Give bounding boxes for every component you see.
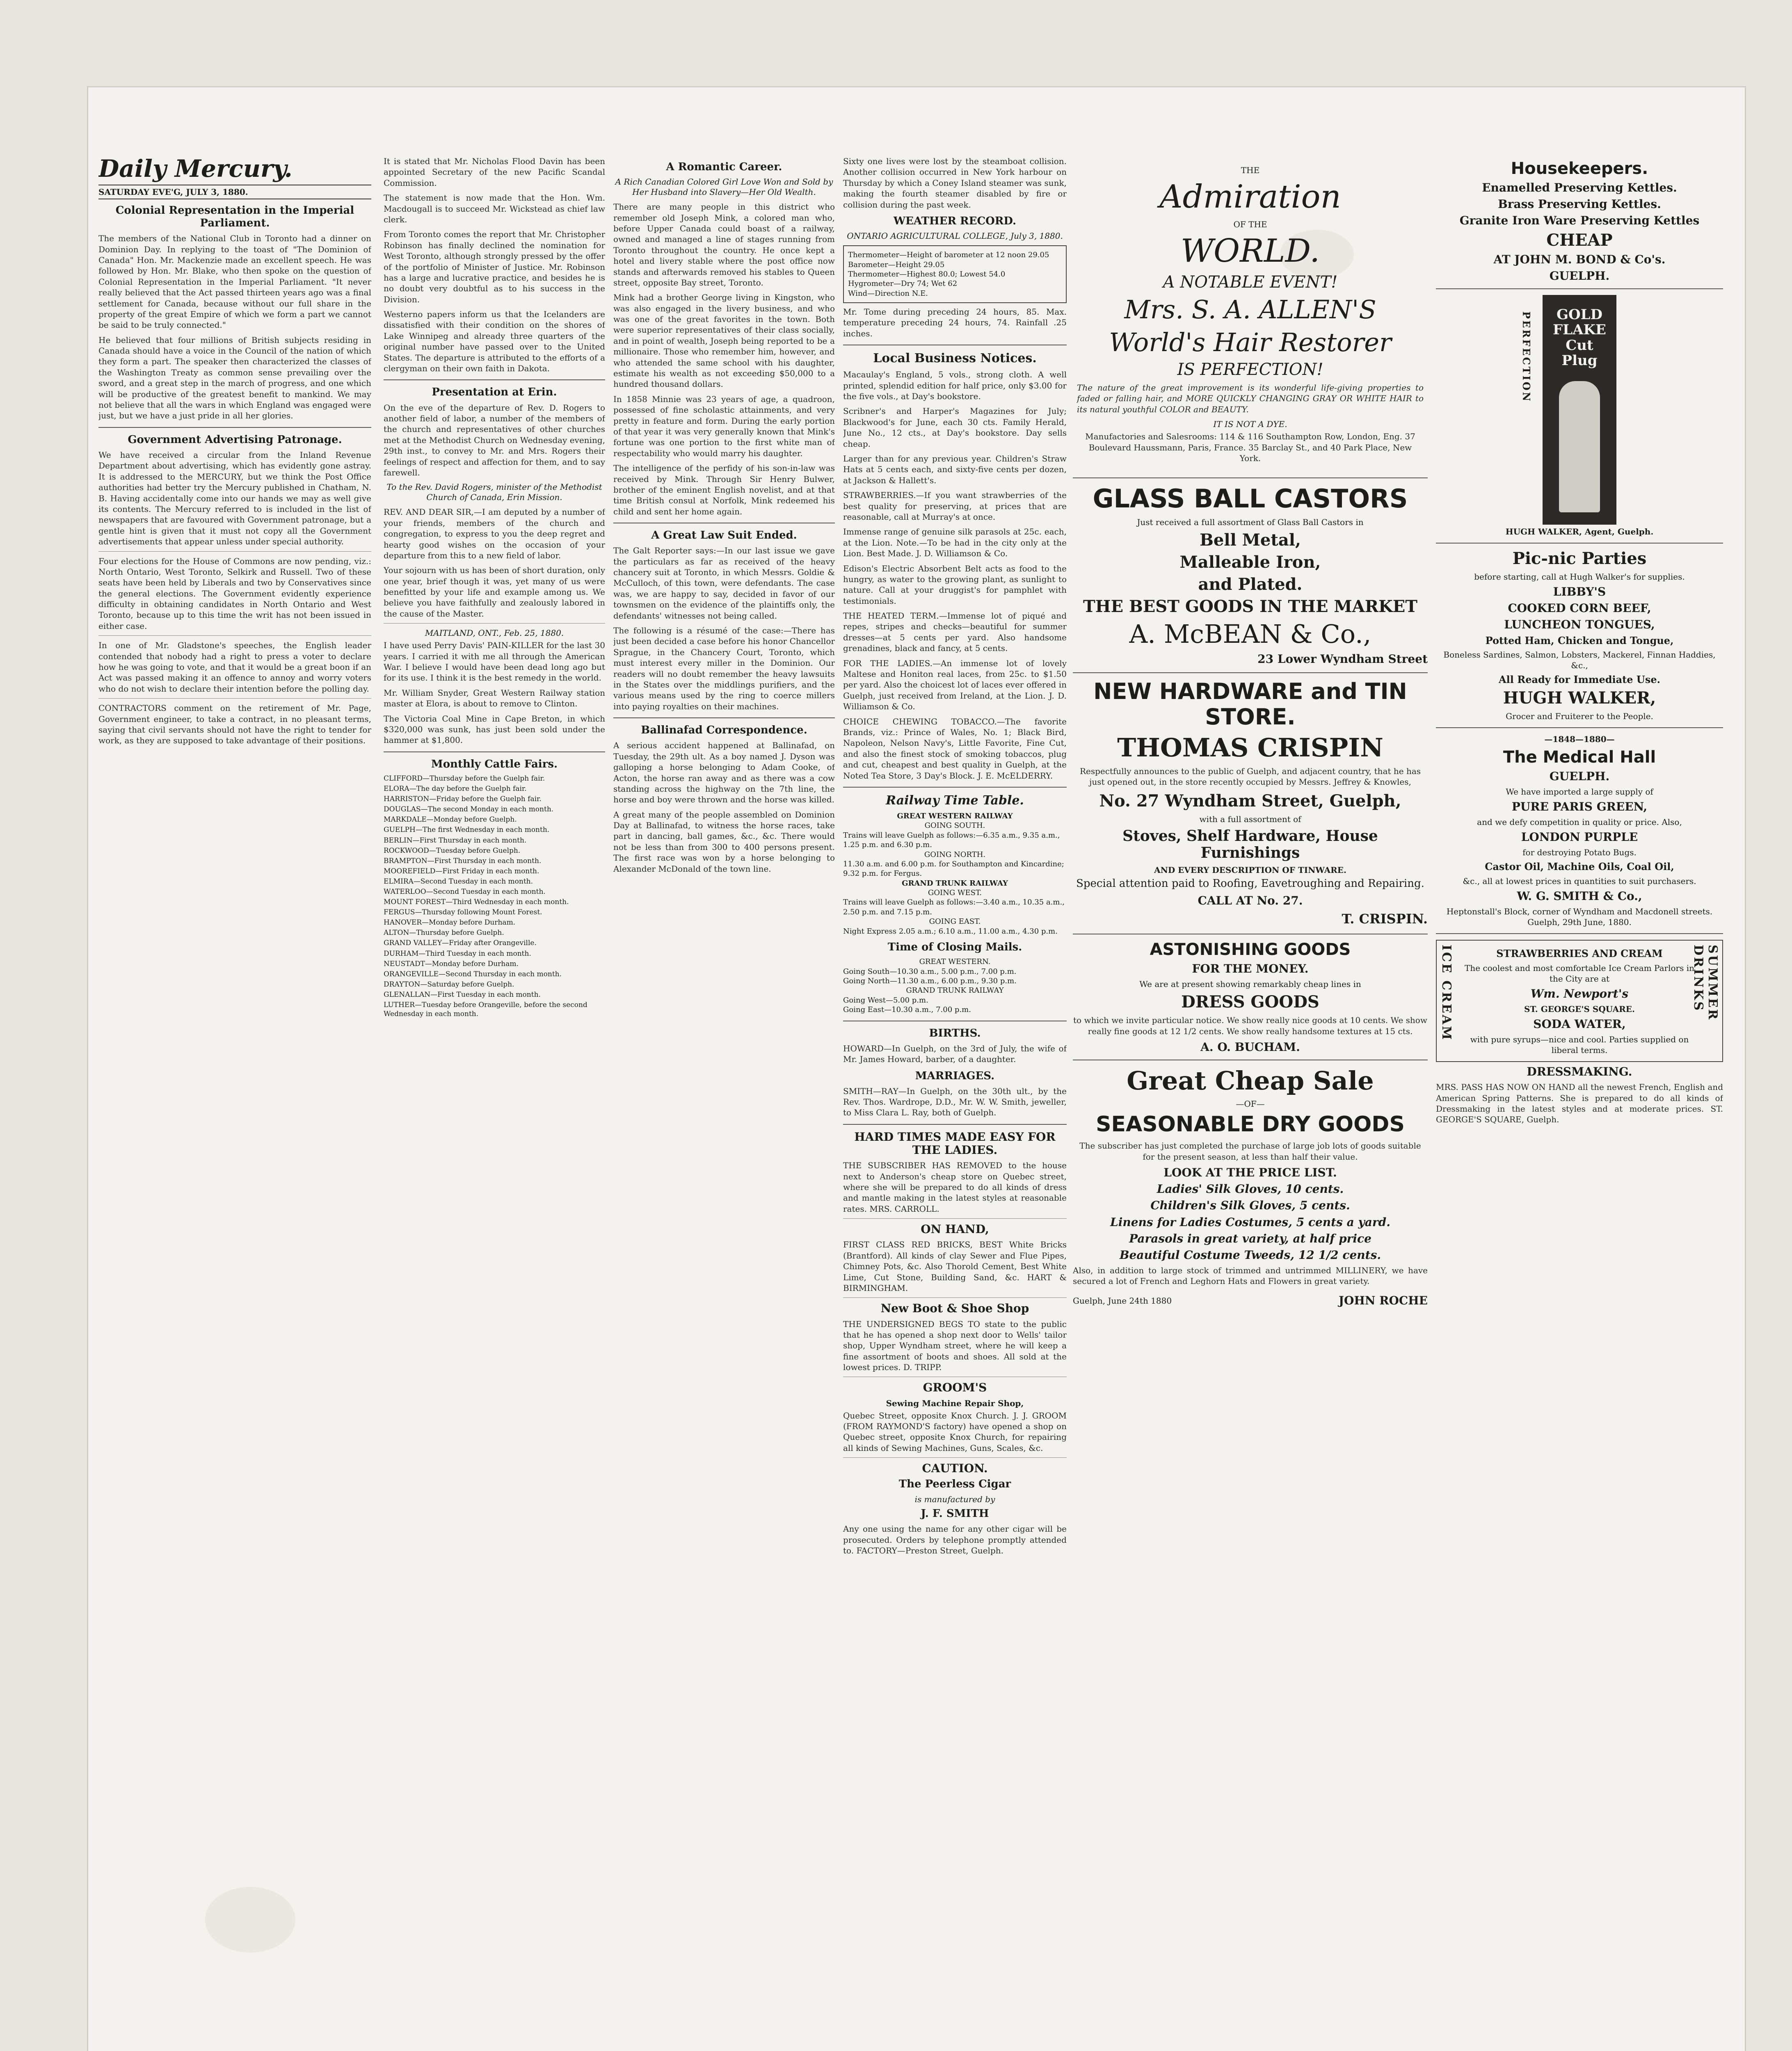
ad-signature: HUGH WALKER, Agent, Guelph. <box>1505 526 1654 537</box>
list-item: ELMIRA—Second Tuesday in each month. <box>384 877 533 886</box>
divider <box>1436 727 1723 728</box>
notice: Larger than for any previous year. Children's Straw Hats at 5 cents each, and sixty-five cents per dozen, at Jackson & Hallett's. <box>843 454 1067 485</box>
article-paragraph: The Victoria Coal Mine in Cape Breton, in which $320,000 was sunk, has just been sold under the hammer at $1,800. <box>384 713 605 745</box>
tobacco-side-label: PERFECTION <box>1520 311 1532 403</box>
divider <box>843 787 1067 788</box>
table-row: GOING WEST. <box>928 888 982 898</box>
ad-heading: Pic-nic Parties <box>1512 548 1647 568</box>
table-row: GOING SOUTH. <box>924 821 985 830</box>
column-6 <box>1436 156 1723 2051</box>
table-row: Going East—10.30 a.m., 7.00 p.m. <box>843 1005 971 1014</box>
notice: Immense range of genuine silk parasols at 25c. each, at the Lion. Note.—To be had in the city only at the Lion. Best Made. J. D. Williamson & Co. <box>843 527 1067 559</box>
article-heading: Ballinafad Correspondence. <box>641 724 807 737</box>
article-heading: Colonial Representation in the Imperial Parliament. <box>115 204 354 229</box>
price-item: Ladies' Silk Gloves, 10 cents. <box>1157 1182 1344 1196</box>
ad-date: Guelph, June 24th 1880 <box>1073 1295 1172 1306</box>
ad-heading: Housekeepers. <box>1511 159 1648 178</box>
ad-heading: Mrs. S. A. ALLEN'S <box>1124 295 1376 325</box>
notice: CHOICE CHEWING TOBACCO.—The favorite Brands, viz.: Prince of Wales, No. 1; Black Bird, Napoleon, Nelson Navy's, Little Favorite, Fine Cut, and also the finest stock of smoking tobaccos, plug and cut, cheapest and best quality in Guelph, at the Noted Tea Store, 3 Day's Block. J. E. McELDERRY. <box>843 716 1067 781</box>
ad-heading: SEASONABLE DRY GOODS <box>1096 1112 1405 1137</box>
column-1 <box>98 156 371 2051</box>
ad-subheading: The Peerless Cigar <box>898 1478 1011 1491</box>
ad-line: is manufactured by <box>914 1494 995 1505</box>
article-paragraph: The Galt Reporter says:—In our last issue we gave the particulars as far as received of the heavy chancery suit at Toronto, in which Messrs. Goldie & McCulloch, of this town, were defendants. The case was, we are happy to say, decided in favor of our townsmen on the evidence of the plaintiffs only, the defendants' witnesses not being called. <box>613 546 835 621</box>
ad-address: No. 27 Wyndham Street, Guelph, <box>1099 791 1401 811</box>
ad-line: We have imported a large supply of <box>1506 786 1653 797</box>
dateline: SATURDAY EVE'G, JULY 3, 1880. <box>98 185 371 199</box>
ad-line: AND EVERY DESCRIPTION OF TINWARE. <box>1154 865 1346 875</box>
article-heading: Monthly Cattle Fairs. <box>431 758 558 770</box>
ad-firm: HUGH WALKER, <box>1503 688 1656 708</box>
article-heading: A Great Law Suit Ended. <box>651 529 797 542</box>
list-item: MARKDALE—Monday before Guelph. <box>384 815 517 824</box>
ad-firm: AT JOHN M. BOND & Co's. <box>1493 252 1666 266</box>
ad-firm: THOMAS CRISPIN <box>1117 733 1383 763</box>
ad-heading: The Medical Hall <box>1503 747 1656 767</box>
article-paragraph: The intelligence of the perfidy of his son-in-law was received by Mink. Through Sir Henry Bulwer, brother of the eminent English novelist, and at that time British consul at Norfolk, Mink redeemed his child and sent her home again. <box>613 463 835 516</box>
ad-heading: ON HAND, <box>921 1222 989 1236</box>
price-item: Parasols in great variety, at half price <box>1129 1231 1371 1245</box>
article-paragraph: There are many people in this district who remember old Joseph Mink, a colored man who, before Upper Canada could boast of a railway, owned and managed a line of stages running from Toronto throughout the country. He once kept a hotel and livery stable where the post office now stands and afterwards removed his stables to Queen street, opposite Bay street, Toronto. <box>613 202 835 288</box>
ad-line: THE <box>1241 165 1260 175</box>
ad-side-label: ICE CREAM <box>1439 945 1454 1041</box>
ad-item: LONDON PURPLE <box>1521 830 1638 844</box>
price-item: Children's Silk Gloves, 5 cents. <box>1150 1199 1350 1213</box>
ad-heading: GLASS BALL CASTORS <box>1093 484 1408 514</box>
table-row: Thermometer—Highest 80.0; Lowest 54.0 <box>848 270 1006 279</box>
ad-line: IT IS NOT A DYE. <box>1213 419 1287 429</box>
article-paragraph: A serious accident happened at Ballinafad, on Tuesday, the 29th ult. As a boy named J. Dyson was galloping a horse belonging to Adam Cooke, of Acton, the horse ran away and as there was a cow standing across the highway on the 7th line, the horse and boy were thrown and the horse was killed. <box>613 740 835 805</box>
list-item: GUELPH—The first Wednesday in each month. <box>384 826 550 834</box>
ad-line: for destroying Potato Bugs. <box>1522 847 1637 858</box>
column-5 <box>1073 156 1428 2051</box>
ad-signature: A. O. BUCHAM. <box>1200 1040 1300 1054</box>
ad-body: THE SUBSCRIBER HAS REMOVED to the house next to Anderson's cheap store on Quebec street, where she will be prepared to do all kinds of dress and mantle making in the latest styles at reasonable rates. MRS. CARROLL. <box>843 1160 1067 1214</box>
ad-subheading: Sewing Machine Repair Shop, <box>886 1398 1024 1408</box>
article-paragraph: He believed that four millions of British subjects residing in Canada should have a voice in the Council of the nation of which they form a part. The speaker then characterized the classes of the Washington Treaty as common sense prevailing over the sword, and a great step in the march of progress, and one which will be productive of the greatest benefit to mankind. We may not believe that all the wars in which England was engaged were just, but we have a just pride in all her glories. <box>98 335 371 421</box>
ad-line: —OF— <box>1236 1099 1265 1109</box>
ad-signature: JOHN ROCHE <box>1338 1293 1428 1307</box>
divider <box>98 698 371 699</box>
masthead-title: Daily Mercury. <box>98 156 293 183</box>
ad-side-label: SUMMER DRINKS <box>1691 945 1720 1021</box>
ad-heading: ASTONISHING GOODS <box>1150 940 1351 959</box>
ad-heading: World's Hair Restorer <box>1109 327 1392 357</box>
article-paragraph: Your sojourn with us has been of short duration, only one year, brief though it was, yet many of us were benefitted by your life and example among us. We believe you have faithfully and zealously labored in the cause of the Master. <box>384 565 605 619</box>
list-item: CLIFFORD—Thursday before the Guelph fair. <box>384 774 545 783</box>
article-paragraph: The following is a résumé of the case:—There has just been decided a case before his honor Chancellor Sprague, in the Chancery Court, Toronto, which must interest every miller in the Dominion. Our readers will no doubt remember the heavy lawsuits in the States over the middlings purifiers, and the various means used by the ring to coerce millers into paying royalties on their machines. <box>613 626 835 711</box>
article-paragraph: It is stated that Mr. Nicholas Flood Davin has been appointed Secretary of the new Pacific Scandal Commission. <box>384 156 605 188</box>
list-item: HANOVER—Monday before Durham. <box>384 918 516 927</box>
ad-address: Heptonstall's Block, corner of Wyndham and Macdonell streets. Guelph, 29th June, 1880. <box>1446 907 1713 927</box>
table-row: Barometer—Height 29.05 <box>848 260 945 269</box>
divider <box>384 623 605 624</box>
list-item: ORANGEVILLE—Second Thursday in each month. <box>384 970 562 978</box>
hair-restorer-ad <box>1073 159 1428 472</box>
list-item: MOUNT FOREST—Third Wednesday in each month. <box>384 898 569 907</box>
ad-heading: LOOK AT THE PRICE LIST. <box>1163 1165 1337 1179</box>
address-heading: To the Rev. David Rogers, minister of the Methodist Church of Canada, Erin Mission. <box>386 482 602 502</box>
list-item: ROCKWOOD—Tuesday before Guelph. <box>384 846 521 855</box>
list-item: GLENALLAN—First Tuesday in each month. <box>384 990 541 999</box>
ad-heading: GROOM'S <box>923 1381 987 1395</box>
railway-table <box>843 811 1067 936</box>
article-paragraph: On the eve of the departure of Rev. D. Rogers to another field of labor, a number of the members of the church and representatives of other churches met at the Methodist Church on Wednesday evening, 29th inst., to convey to Mr. and Mrs. Rogers their feelings of respect and affection for them, and to say farewell. <box>384 402 605 477</box>
cattle-fairs-list <box>384 774 605 1019</box>
ad-heading: DRESSMAKING. <box>1527 1065 1632 1078</box>
ad-footer <box>1073 1291 1428 1311</box>
ad-line: CHEAP <box>1546 230 1613 250</box>
table-row: GRAND TRUNK RAILWAY <box>902 879 1008 888</box>
ad-heading: Admiration <box>1159 178 1341 215</box>
column-3 <box>613 156 835 2051</box>
weather-heading: WEATHER RECORD. <box>893 215 1017 227</box>
ad-item: Malleable Iron, <box>1179 552 1321 572</box>
ad-line: Grocer and Fruiterer to the People. <box>1506 711 1653 721</box>
notice: FOR THE LADIES.—An immense lot of lovely Maltese and Honiton real laces, from 25c. to $1.50 per yard. Also the choicest lot of laces ever offered in Guelph, just received from Ireland, at the Lion. J. D. Williamson & Co. <box>843 658 1067 712</box>
article-paragraph: CONTRACTORS comment on the retirement of Mr. Page, Government engineer, to take a contract, in no pleasant terms, saying that civil servants should not have the right to tender for work, as they are supposed to take advantage of their positions. <box>98 703 371 746</box>
table-row: Trains will leave Guelph as follows:—3.40 a.m., 10.35 a.m., 2.50 p.m. and 7.15 p.m. <box>843 898 1065 916</box>
article-paragraph: We have received a circular from the Inland Revenue Department about advertising, which has evidently gone astray. It is addressed to the MERCURY, but we think the Post Office authorities had better try the Mercury published in Chatham, N. B. Having accidentally come into our hands we may as well give its contents. The Mercury referred to is included in the list of newspapers that are favoured with Government patronage, but a gentle hint is given that it must not copy all the Government advertisements that appear unless under special authority. <box>98 450 371 547</box>
tobacco-ad-illustration <box>1520 295 1616 525</box>
weather-source: ONTARIO AGRICULTURAL COLLEGE, July 3, 1880. <box>847 231 1063 241</box>
ad-heading: CAUTION. <box>922 1462 988 1475</box>
ad-heading: THE BEST GOODS IN THE MARKET <box>1083 596 1417 616</box>
dateline: MAITLAND, ONT., Feb. 25, 1880. <box>425 628 564 638</box>
article-paragraph: The statement is now made that the Hon. Wm. Macdougall is to succeed Mr. Wickstead as chief law clerk. <box>384 193 605 224</box>
ad-item: COOKED CORN BEEF, <box>1508 601 1651 615</box>
ad-heading: NEW HARDWARE and TIN STORE. <box>1093 678 1407 730</box>
ad-body: FIRST CLASS RED BRICKS, BEST White Bricks (Brantford). All kinds of clay Sewer and Flue Pipes, Chimney Pots, &c. Also Thorold Cement, Best White Lime, Cut Stone, Building Sand, &c. HART & BIRMINGHAM. <box>843 1240 1067 1293</box>
ad-item: All Ready for Immediate Use. <box>1499 674 1660 686</box>
ad-line: Just received a full assortment of Glass Ball Castors in <box>1137 517 1364 527</box>
ad-item: Brass Preserving Kettles. <box>1498 197 1661 211</box>
ad-subheading: J. F. SMITH <box>921 1507 989 1520</box>
article-paragraph: REV. AND DEAR SIR,—I am deputed by a number of your friends, members of the church and congregation, to express to you the deep regret and hearty good wishes on the occasion of your departure from this to a new field of labor. <box>384 507 605 560</box>
ad-item: LUNCHEON TONGUES, <box>1504 618 1655 632</box>
divider <box>1436 288 1723 289</box>
ad-item: PURE PARIS GREEN, <box>1511 799 1648 813</box>
list-item: NEUSTADT—Monday before Durham. <box>384 959 519 968</box>
ad-item: LIBBY'S <box>1553 585 1606 598</box>
table-row: Going South—10.30 a.m., 5.00 p.m., 7.00 p.m. <box>843 967 1017 976</box>
births-heading: BIRTHS. <box>929 1027 981 1039</box>
ad-heading: IS PERFECTION! <box>1177 360 1323 379</box>
column-4 <box>843 156 1067 2051</box>
mails-table <box>843 957 1067 1014</box>
article-paragraph: Four elections for the House of Commons are now pending, viz.: North Ontario, West Toronto, Selkirk and Russell. Two of these seats have been held by Liberals and two by Conservatives since the general elections. The Government evidently experience difficulty in obtaining candidates in North Ontario and West Toronto, because up to this time the writ has not been issued in either case. <box>98 556 371 631</box>
divider <box>1073 477 1428 478</box>
divider <box>384 751 605 752</box>
table-row: Thermometer—Height of barometer at 12 noon 29.05 <box>848 251 1049 260</box>
article-paragraph: In one of Mr. Gladstone's speeches, the English leader contended that nobody had a right to press a voter to declare how he was going to vote, and that it would be a great boon if an Act was passed making it an offence to annoy and worry voters who do not wish to declare their intention before the polling day. <box>98 640 371 694</box>
table-row: GREAT WESTERN RAILWAY <box>897 811 1013 820</box>
divider <box>843 1124 1067 1125</box>
article-paragraph: I have used Perry Davis' PAIN-KILLER for the last 30 years. I carried it with me all through the American War. I believe I would have been dead long ago but for its use. I think it is the best remedy in the world. <box>384 640 605 683</box>
list-item: DURHAM—Third Tuesday in each month. <box>384 949 531 958</box>
mails-heading: Time of Closing Mails. <box>887 941 1022 954</box>
ad-body: MRS. PASS HAS NOW ON HAND all the newest French, English and American Spring Patterns. She is prepared to do all kinds of Dressmaking in the latest styles and at moderate prices. ST. GEORGE'S SQUARE, Guelph. <box>1436 1082 1723 1125</box>
divider <box>843 1218 1067 1219</box>
ad-body: Also, in addition to large stock of trimmed and untrimmed MILLINERY, we have secured a lot of French and Leghorn Hats and Flowers in great variety. <box>1073 1265 1428 1286</box>
divider <box>843 1457 1067 1458</box>
divider <box>843 1297 1067 1298</box>
railway-heading: Railway Time Table. <box>886 793 1024 808</box>
ad-line: We are at present showing remarkably cheap lines in <box>1139 979 1361 989</box>
ad-body: The nature of the great improvement is its wonderful life-giving properties to faded or falling hair, and MORE QUICKLY CHANGING GRAY OR WHITE HAIR to its natural youthful COLOR and BEAUTY. <box>1077 382 1424 414</box>
ad-body: Any one using the name for any other cigar will be prosecuted. Orders by telephone promptly attended to. FACTORY—Preston Street, Guelph. <box>843 1524 1067 1555</box>
ad-body: Respectfully announces to the public of Guelph, and adjacent country, that he has just opened out, in the store recently occupied by Messrs. Jeffrey & Knowles, <box>1079 766 1421 787</box>
divider <box>98 551 371 552</box>
ad-item: Boneless Sardines, Salmon, Lobsters, Mackerel, Finnan Haddies, &c., <box>1443 650 1716 671</box>
article-paragraph: From Toronto comes the report that Mr. Christopher Robinson has finally declined the nomination for West Toronto, although strongly pressed by the offer of the portfolio of Minister of Justice. Mr. Robinson has a large and lucrative practice, and besides he is no doubt very doubtful as to his success in the Division. <box>384 229 605 304</box>
ad-item: Bell Metal, <box>1200 530 1301 550</box>
marriages-entry: SMITH—RAY—In Guelph, on the 30th ult., by the Rev. Thos. Wardrope, D.D., Mr. W. W. Smith, jeweller, to Miss Clara L. Ray, both of Guelph. <box>843 1086 1067 1118</box>
notice: STRAWBERRIES.—If you want strawberries of the best quality for preserving, at prices that are reasonable, call at Murray's at once. <box>843 490 1067 522</box>
divider <box>613 717 835 718</box>
article-heading: Government Advertising Patronage. <box>128 433 342 446</box>
ad-firm: A. McBEAN & Co., <box>1129 619 1371 649</box>
ad-heading: HARD TIMES MADE EASY FOR THE LADIES. <box>854 1130 1056 1157</box>
ad-firm: W. G. SMITH & Co., <box>1517 889 1642 903</box>
article-paragraph: A great many of the people assembled on Dominion Day at Ballinafad, to witness the horse races, take part in dancing, ball games, &c., &c. There would not be less than from 300 to 400 persons present. The first race was won by a horse belonging to Alexander McDonald of the town line. <box>613 809 835 874</box>
ad-body: Manufactories and Salesrooms: 114 & 116 Southampton Row, London, Eng. 37 Boulevard Haussmann, Paris, France. 35 Barclay St., and 40 Park Place, New York. <box>1085 432 1415 463</box>
list-item: HARRISTON—Friday before the Guelph fair. <box>384 795 542 804</box>
ad-line: with pure syrups—nice and cool. Parties supplied on liberal terms. <box>1470 1035 1689 1055</box>
article-paragraph: Mr. William Snyder, Great Western Railway station master at Elora, is about to remove to Clinton. <box>384 687 605 709</box>
list-item: FERGUS—Thursday following Mount Forest. <box>384 908 542 917</box>
divider <box>1436 933 1723 934</box>
ad-town: GUELPH. <box>1549 269 1610 283</box>
ad-item: Potted Ham, Chicken and Tongue, <box>1485 634 1674 646</box>
article-paragraph: Sixty one lives were lost by the steamboat collision. Another collision occurred in New York harbour on Thursday by which a Coney Island steamer was sunk, making the fourth steamer disabled by fire or collision during the past week. <box>843 156 1067 210</box>
weather-table <box>843 245 1067 303</box>
article-paragraph: Mink had a brother George living in Kingston, who was also engaged in the livery business, and who was one of the great favorites in the town. Both were superior representatives of their class socially, and in point of wealth, Joseph being reported to be a millionaire. Those who remember him, however, and who attended the same school with his daughter, estimate his wealth as not exceeding $50,000 to a hundred thousand dollars. <box>613 292 835 389</box>
table-row: 11.30 a.m. and 6.00 p.m. for Southampton and Kincardine; 9.32 p.m. for Fergus. <box>843 859 1064 878</box>
ad-line: and we defy competition in quality or price. Also, <box>1477 817 1682 827</box>
ad-item: Enamelled Preserving Kettles. <box>1482 181 1677 194</box>
table-row: Night Express 2.05 a.m.; 6.10 a.m., 11.00 a.m., 4.30 p.m. <box>843 927 1058 936</box>
list-item: BERLIN—First Thursday in each month. <box>384 836 527 845</box>
ad-firm: Wm. Newport's <box>1530 987 1629 1000</box>
ad-line: CALL AT No. 27. <box>1198 894 1303 908</box>
list-item: BRAMPTON—First Thursday in each month. <box>384 856 542 865</box>
list-item: LUTHER—Tuesday before Orangeville, before the second Wednesday in each month. <box>384 1001 587 1019</box>
price-item: Linens for Ladies Costumes, 5 cents a yard. <box>1110 1215 1390 1229</box>
ad-item: and Plated. <box>1198 574 1303 594</box>
table-row: Hygrometer—Dry 74; Wet 62 <box>848 279 958 288</box>
article-paragraph: In 1858 Minnie was 23 years of age, a quadroon, possessed of fine scholastic attainments, and very pretty in feature and form. During the early portion of that year it was very generally known that Mink's fortune was one portion to the first white man of respectability who would marry his daughter. <box>613 394 835 458</box>
list-item: DRAYTON—Saturday before Guelph. <box>384 980 514 989</box>
divider <box>1073 672 1428 673</box>
article-subheading: A Rich Canadian Colored Girl Love Won and Sold by Her Husband into Slavery—Her Old Wealth. <box>615 177 833 197</box>
ad-heading: A NOTABLE EVENT! <box>1163 273 1338 292</box>
table-row: Trains will leave Guelph as follows:—6.35 a.m., 9.35 a.m., 1.25 p.m. and 6.30 p.m. <box>843 831 1060 850</box>
notice: Edison's Electric Absorbent Belt acts as food to the hungry, as water to the growing plant, as sunlight to nature. Call at your druggist's for pamphlet with testimonials. <box>843 563 1067 606</box>
divider <box>98 635 371 636</box>
ad-heading: Great Cheap Sale <box>1127 1066 1374 1096</box>
table-row: GOING EAST. <box>929 917 981 926</box>
ad-subheading: FOR THE MONEY. <box>1192 962 1309 975</box>
list-item: ELORA—The day before the Guelph fair. <box>384 785 527 793</box>
ad-item: Castor Oil, Machine Oils, Coal Oil, <box>1485 861 1674 873</box>
ad-line: Special attention paid to Roofing, Eavetroughing and Repairing. <box>1076 877 1424 890</box>
list-item: ALTON—Thursday before Guelph. <box>384 929 504 937</box>
list-item: WATERLOO—Second Tuesday in each month. <box>384 887 546 896</box>
notice: Macaulay's England, 5 vols., strong cloth. A well printed, splendid edition for half price, only $3.00 for the five vols., at Day's bookstore. <box>843 370 1067 402</box>
ad-address: 23 Lower Wyndham Street <box>1257 652 1428 666</box>
notice: THE HEATED TERM.—Immense lot of piqué and repes, stripes and checks—beautiful for summer dresses—at 5 cents per yard. Also handsome grenadines, black and fancy, at 5 cents. <box>843 611 1067 653</box>
list-item: MOOREFIELD—First Friday in each month. <box>384 867 539 875</box>
ad-line: ST. GEORGE'S SQUARE. <box>1524 1004 1635 1014</box>
ad-heading: New Boot & Shoe Shop <box>880 1302 1029 1316</box>
marriages-heading: MARRIAGES. <box>915 1069 995 1082</box>
ad-heading: DRESS GOODS <box>1181 992 1319 1012</box>
article-paragraph: Westerno papers inform us that the Icelanders are dissatisfied with their condition on the shores of Lake Winnipeg and already three quarters of the original number have passed over to the United States. The departure is attributed to the efforts of a clergyman on their own faith in Dakota. <box>384 309 605 374</box>
notice: Scribner's and Harper's Magazines for July; Blackwood's for June, each 30 cts. Family Herald, June No., 12 cts., at Day's bookstore. Day sells cheap. <box>843 406 1067 449</box>
ad-years: —1848—1880— <box>1544 734 1615 744</box>
price-item: Beautiful Costume Tweeds, 12 1/2 cents. <box>1119 1248 1381 1262</box>
table-row: GREAT WESTERN. <box>919 957 991 966</box>
ad-item: SODA WATER, <box>1533 1017 1626 1031</box>
article-heading: Presentation at Erin. <box>432 386 557 399</box>
divider <box>1436 543 1723 544</box>
ice-cream-ad <box>1436 940 1723 1062</box>
table-row: Going West—5.00 p.m. <box>843 996 928 1005</box>
column-2 <box>384 156 605 2051</box>
list-item: DOUGLAS—The second Monday in each month. <box>384 805 554 814</box>
ad-body: to which we invite particular notice. We show really nice goods at 10 cents. We show really fine goods at 12 1/2 cents. We show really handsome textures at 15 cts. <box>1073 1015 1427 1036</box>
ad-body: The subscriber has just completed the purchase of large job lots of goods suitable for the present season, at less than half their value. <box>1079 1141 1421 1162</box>
article-paragraph: The members of the National Club in Toronto had a dinner on Dominion Day. In replying to the toast of "The Dominion of Canada" Hon. Mr. Mackenzie made an excellent speech. He was followed by Hon. Mr. Blake, who then spoke on the question of Colonial Representation in the Imperial Parliament. "It never really believed that the Act passed thirteen years ago was a final settlement for Canada, because without our full share in the property of the great Empire of which we form a part we cannot be said to be truly connected." <box>98 233 371 330</box>
ad-item: Stoves, Shelf Hardware, House Furnishings <box>1122 827 1378 861</box>
ad-town: GUELPH. <box>1549 769 1610 783</box>
ad-heading: WORLD. <box>1180 232 1320 270</box>
table-row: GOING NORTH. <box>924 850 986 859</box>
table-row: Going North—11.30 a.m., 6.00 p.m., 9.30 p.m. <box>843 976 1017 985</box>
table-row: GRAND TRUNK RAILWAY <box>906 986 1004 995</box>
weather-note: Mr. Tome during preceding 24 hours, 85. Max. temperature preceding 24 hours, 74. Rainfall .25 inches. <box>843 307 1067 338</box>
ad-signature: T. CRISPIN. <box>1342 911 1428 927</box>
list-item: GRAND VALLEY—Friday after Orangeville. <box>384 939 537 948</box>
notices-heading: Local Business Notices. <box>873 351 1037 366</box>
divider <box>98 427 371 428</box>
article-heading: A Romantic Career. <box>666 161 782 173</box>
ad-line: The coolest and most comfortable Ice Cream Parlors in the City are at <box>1465 963 1694 984</box>
ad-line: OF THE <box>1233 219 1267 229</box>
births-entry: HOWARD—In Guelph, on the 3rd of July, the wife of Mr. James Howard, barber, of a daughter. <box>843 1043 1067 1064</box>
ad-item: Granite Iron Ware Preserving Kettles <box>1459 214 1700 228</box>
ad-line: &c., all at lowest prices in quantities to suit purchasers. <box>1463 876 1696 886</box>
tobacco-label: GOLD FLAKE Cut Plug <box>1553 306 1606 369</box>
ad-heading: STRAWBERRIES AND CREAM <box>1496 948 1663 960</box>
ad-body: THE UNDERSIGNED BEGS TO state to the public that he has opened a shop next door to Wells' tailor shop, Upper Wyndham street, where he will keep a fine assortment of boots and shoes. All sold at the lowest prices. D. TRIPP. <box>843 1319 1067 1373</box>
ad-line: with a full assortment of <box>1199 814 1301 824</box>
ad-line: before starting, call at Hugh Walker's for supplies. <box>1474 571 1685 582</box>
table-row: Wind—Direction N.E. <box>848 289 928 298</box>
divider <box>384 379 605 380</box>
ad-body: Quebec Street, opposite Knox Church. J. J. GROOM (FROM RAYMOND'S factory) have opened a shop on Quebec street, opposite Knox Church, for repairing all kinds of Sewing Machines, Guns, Scales, &c. <box>843 1410 1067 1453</box>
figure-illustration <box>1559 381 1600 512</box>
